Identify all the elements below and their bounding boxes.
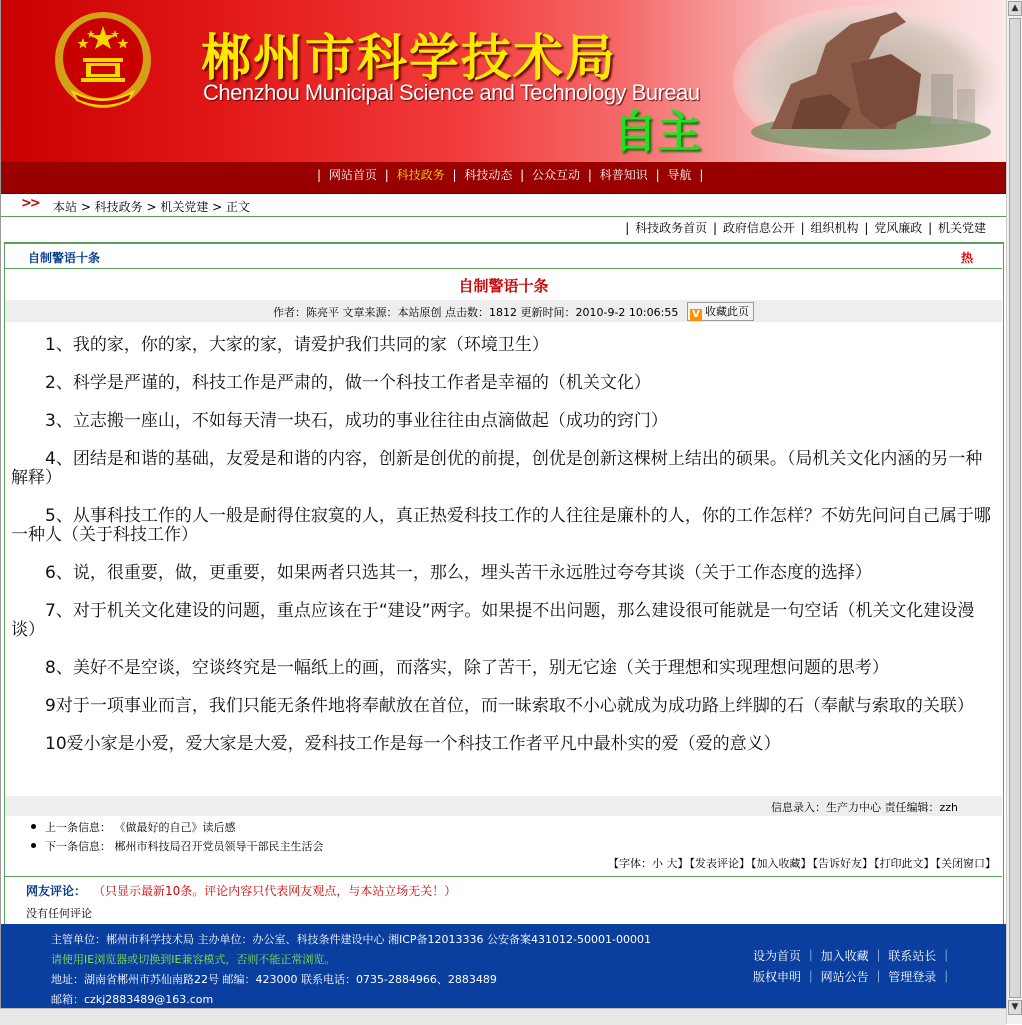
hot-badge: 热	[961, 251, 974, 265]
subnav-item-party[interactable]: 机关党建	[937, 221, 986, 235]
section-title: 自制警语十条	[28, 251, 101, 265]
article-paragraph: 9对于一项事业而言，我们只能无条件地将奉献放在首位，而一昧索取不小心就成为成功路上绊脚的石（奉献与索取的关联）	[45, 696, 974, 716]
footer-browser-warning: 请使用IE浏览器或切换到IE兼容模式，否则不能正常浏览。	[51, 953, 336, 966]
print-tool[interactable]: 【打印此文】	[874, 857, 935, 870]
article-body	[11, 336, 991, 773]
article-paragraph: 5、从事科技工作的人一般是耐得住寂寞的人，真正热爱科技工作的人往往是廉朴的人，你的工作怎样？不妨先问问自己属于哪一种人（关于科技工作）	[11, 506, 991, 545]
editor-info: 信息录入：生产力中心 责任编辑：zzh	[771, 801, 959, 814]
nav-item-interaction[interactable]: 公众互动	[532, 168, 581, 182]
article-paragraph: 8、美好不是空谈，空谈终究是一幅纸上的画，而落实，除了苦干，别无它途（关于理想和实现理想问题的思考）	[45, 658, 889, 678]
national-emblem-icon	[53, 8, 153, 112]
comment-tool[interactable]: 【发表评论】	[689, 857, 750, 870]
bookmark-icon: V	[690, 309, 702, 321]
nav-item-science[interactable]: 科普知识	[599, 168, 648, 182]
site-title-en: Chenzhou Municipal Science and Technology Bureau	[203, 80, 700, 105]
tell-friend-tool[interactable]: 【告诉好友】	[812, 857, 873, 870]
scroll-up-icon[interactable]: ▲	[1008, 1, 1022, 16]
site-footer	[1, 924, 1006, 1008]
comments-empty: 没有任何评论	[26, 907, 92, 920]
article-paragraph: 6、说，很重要，做，更重要，如果两者只选其一，那么，埋头苦干永远胜过夸夸其谈（关于工作态度的选择）	[45, 563, 872, 583]
article-paragraph: 2、科学是严谨的，科技工作是严肃的，做一个科技工作者是幸福的（机关文化）	[45, 373, 651, 393]
site-title-cn: 郴州市科学技术局	[201, 28, 617, 87]
bullet-icon	[31, 824, 36, 829]
next-article-link[interactable]: 下一条信息： 郴州市科技局召开党员领导干部民主生活会	[45, 840, 324, 853]
banner-tag: 自主	[613, 107, 701, 158]
article-tools	[607, 855, 996, 871]
divider	[5, 268, 1002, 269]
subnav-item-org[interactable]: 组织机构	[810, 221, 859, 235]
main-nav-items: | 网站首页 | 科技政务 | 科技动态 | 公众互动 | 科普知识 | 导航 |	[317, 168, 704, 182]
prev-article-link[interactable]: 上一条信息： 《做最好的自己》读后感	[45, 821, 236, 834]
article-title: 自制警语十条	[458, 277, 549, 295]
bookmark-page-button[interactable]	[687, 302, 754, 321]
subnav-item-gov-home[interactable]: 科技政务首页	[635, 221, 708, 235]
site-banner	[1, 0, 1006, 162]
article-paragraph: 7、对于机关文化建设的问题，重点应该在于“建设”两字。如果提不出问题，那么建设很可能就是一句空话（机关文化建设漫谈）	[11, 601, 975, 640]
font-size-tool[interactable]: 【字体：小 大】	[608, 857, 689, 870]
comments-note: （只显示最新10条。评论内容只代表网友观点，与本站立场无关！）	[93, 884, 457, 898]
breadcrumb	[1, 194, 1006, 217]
nav-item-news[interactable]: 科技动态	[464, 168, 513, 182]
comments-divider	[5, 876, 1002, 877]
bullet-icon	[31, 843, 36, 848]
prev-next-links	[31, 818, 324, 856]
sub-nav: | 科技政务首页 | 政府信息公开 | 组织机构 | 党风廉政 | 机关党建	[625, 221, 986, 235]
subnav-item-info-public[interactable]: 政府信息公开	[722, 221, 795, 235]
vertical-scrollbar[interactable]	[1006, 0, 1022, 1024]
favorite-tool[interactable]: 【加入收藏】	[751, 857, 812, 870]
breadcrumb-path[interactable]: 本站 > 科技政务 > 机关党建 > 正文	[53, 200, 251, 214]
footer-sponsor: 主管单位：郴州市科学技术局 主办单位：办公室、科技条件建设中心 湘ICP备12013336 公安备案431012-50001-00001	[51, 933, 651, 946]
bookmark-label: 收藏此页	[705, 305, 749, 318]
nav-item-home[interactable]: 网站首页	[328, 168, 377, 182]
article-paragraph: 4、团结是和谐的基础，友爱是和谐的内容，创新是创优的前提，创优是创新这棵树上结出的硕果。（局机关文化内涵的另一种解释）	[11, 449, 983, 488]
city-sculpture-image	[731, 4, 1003, 160]
article-paragraph: 3、立志搬一座山，不如每天清一块石，成功的事业往往由点滴做起（成功的窍门）	[45, 411, 668, 431]
comments-title: 网友评论：	[26, 884, 87, 898]
double-chevron-icon: >>	[21, 196, 39, 211]
footer-links-row2[interactable]: 版权申明 ｜ 网站公告 ｜ 管理登录 ｜	[753, 970, 953, 984]
nav-item-navigation[interactable]: 导航	[667, 168, 692, 182]
subnav-item-integrity[interactable]: 党风廉政	[874, 221, 923, 235]
main-nav	[1, 162, 1006, 194]
footer-email: 邮箱：czkj2883489@163.com	[51, 993, 214, 1006]
horizontal-scrollbar[interactable]	[0, 1008, 1006, 1025]
scroll-down-icon[interactable]: ▼	[1008, 1000, 1022, 1015]
scrollbar-thumb[interactable]	[1009, 18, 1021, 998]
article-paragraph: 10爱小家是小爱，爱大家是大爱，爱科技工作是每一个科技工作者平凡中最朴实的爱（爱的意义）	[45, 734, 781, 754]
nav-item-government[interactable]: 科技政务	[396, 168, 445, 182]
close-window-tool[interactable]: 【关闭窗口】	[935, 857, 996, 870]
article-paragraph: 1、我的家，你的家，大家的家，请爱护我们共同的家（环境卫生）	[45, 335, 549, 355]
article-meta: 作者：陈亮平 文章来源：本站原创 点击数：1812 更新时间：2010-9-2 10:06:55	[273, 306, 679, 319]
footer-address: 地址：湖南省郴州市苏仙南路22号 邮编：423000 联系电话：0735-2884966、2883489	[51, 973, 497, 986]
footer-links-row1[interactable]: 设为首页 ｜ 加入收藏 ｜ 联系站长 ｜	[753, 949, 953, 963]
